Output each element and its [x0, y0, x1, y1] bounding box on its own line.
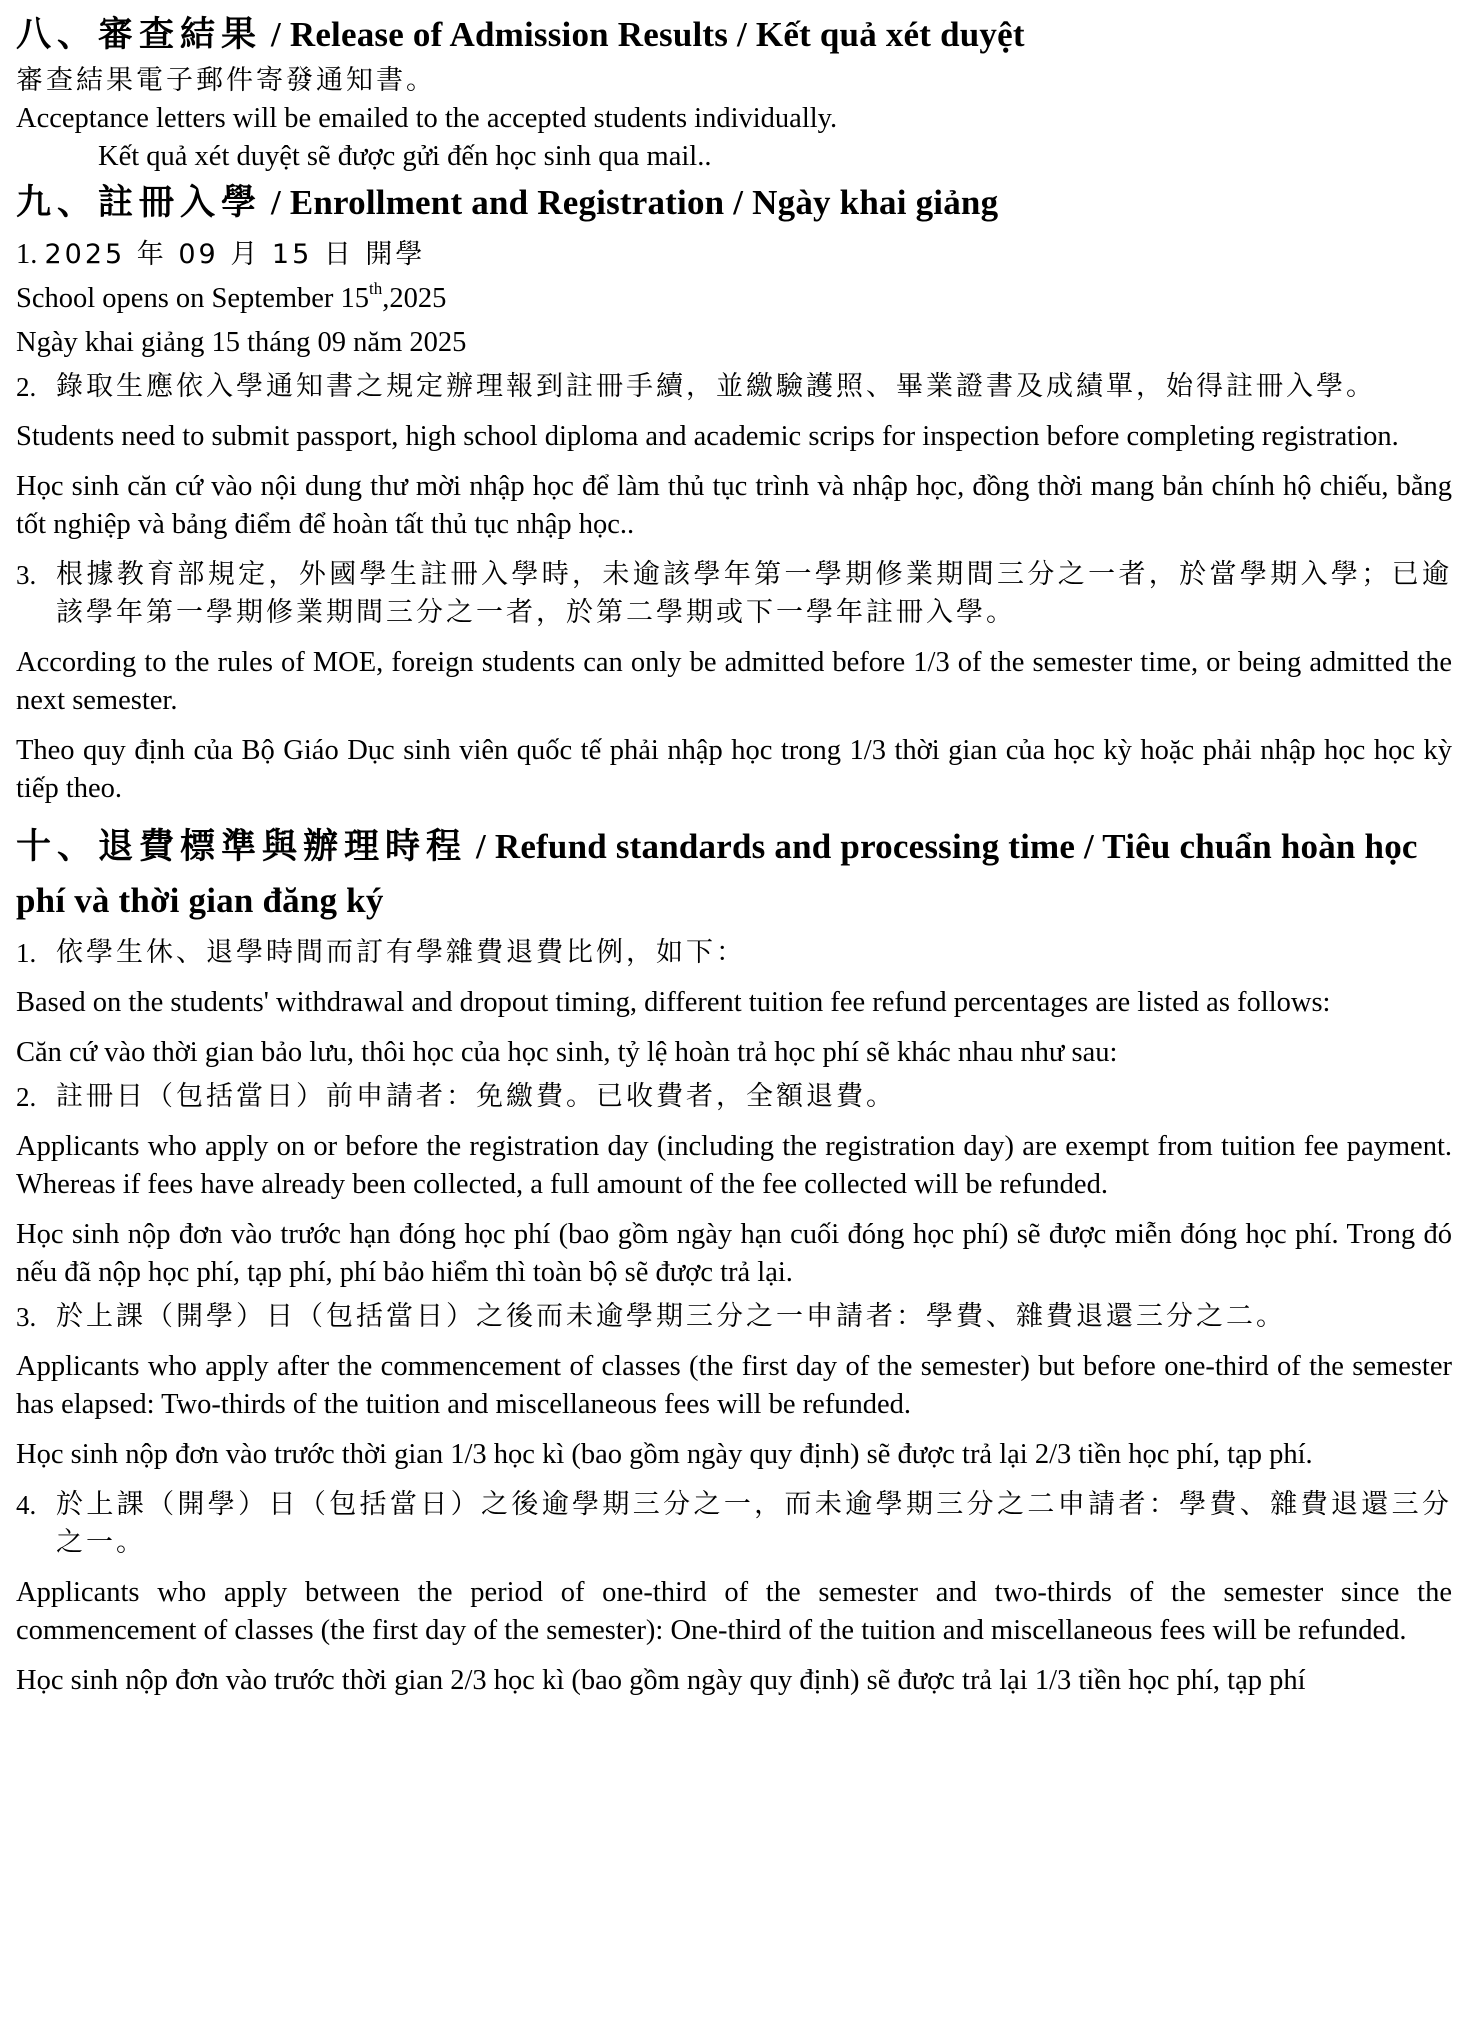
sec10-item4-vi: Học sinh nộp đơn vào trước thời gian 2/3 học kì (bao gồm ngày quy định) sẽ được trả lại 1/3 tiền học phí, tạp phí [16, 1665, 1306, 1696]
sec10-item1-vi: Căn cứ vào thời gian bảo lưu, thôi học của học sinh, tỷ lệ hoàn trả học phí sẽ khác nhau như sau: [16, 1037, 1118, 1068]
sec10-item4-en: Applicants who apply between the period of one-third of the semester and two-thirds of the semester since the commencement of classes (the first day of the semester): One-third of the tuition and miscellaneous fees will be refunded. [16, 1577, 1452, 1646]
section-8-heading: 八、審查結果 / Release of Admission Results / Kết quả xét duyệt [16, 15, 1025, 54]
sec9-item1-vi: Ngày khai giảng 15 tháng 09 năm 2025 [16, 327, 467, 358]
document-page [16, 8, 1452, 1700]
sec9-item3-vi: Theo quy định của Bộ Giáo Dục sinh viên quốc tế phải nhập học trong 1/3 thời gian của học kỳ hoặc phải nhập học học kỳ tiếp theo. [16, 735, 1452, 804]
section-9-heading: 九、註冊入學 / Enrollment and Registration / Ngày khai giảng [16, 183, 999, 222]
sec9-item3-en: According to the rules of MOE, foreign students can only be admitted before 1/3 of the semester time, or being admitted the next semester. [16, 647, 1452, 716]
sec10-item1-en: Based on the students' withdrawal and dropout timing, different tuition fee refund percentages are listed as follows: [16, 987, 1331, 1018]
sec10-item4-zh: 4. 於上課（開學）日（包括當日）之後逾學期三分之一，而未逾學期三分之二申請者：學費、雜費退還三分之一。 [16, 1489, 1452, 1558]
sec9-item2-vi: Học sinh căn cứ vào nội dung thư mời nhập học để làm thủ tục trình và nhập học, đồng thời mang bản chính hộ chiếu, bằng tốt nghiệp và bảng điểm để hoàn tất thủ tục nhập học.. [16, 471, 1452, 540]
sec10-item3-en: Applicants who apply after the commencement of classes (the first day of the semester) but before one-third of the semester has elapsed: Two-thirds of the tuition and miscellaneous fees will be refunded. [16, 1351, 1452, 1420]
sec10-item3-zh: 3. 於上課（開學）日（包括當日）之後而未逾學期三分之一申請者：學費、雜費退還三分之二。 [16, 1301, 1286, 1332]
sec9-item3-zh: 3. 根據教育部規定，外國學生註冊入學時，未逾該學年第一學期修業期間三分之一者，於當學期入學；已逾該學年第一學期修業期間三分之一者，於第二學期或下一學年註冊入學。 [16, 559, 1452, 628]
sec10-item2-en: Applicants who apply on or before the registration day (including the registration day) are exempt from tuition fee payment. Whereas if fees have already been collected, a full amount of the fee collected will be refunded. [16, 1131, 1452, 1200]
section-10-heading: 十、退費標準與辦理時程 / Refund standards and processing time / Tiêu chuẩn hoàn học phí và thời gian đăng ký [16, 827, 1418, 920]
sec10-item2-vi: Học sinh nộp đơn vào trước hạn đóng học phí (bao gồm ngày hạn cuối đóng học phí) sẽ được miễn đóng học phí. Trong đó nếu đã nộp học phí, tạp phí, phí bảo hiểm thì toàn bộ sẽ được trả lại. [16, 1219, 1452, 1288]
sec9-item1-zh: 1. 2025 年 09 月 15 日 開學 [16, 239, 426, 270]
sec9-item1-en: School opens on September 15th,2025 [16, 279, 447, 314]
sec8-en-text: Acceptance letters will be emailed to the accepted students individually. [16, 103, 838, 134]
sec10-item2-zh: 2. 註冊日（包括當日）前申請者：免繳費。已收費者，全額退費。 [16, 1081, 896, 1112]
sec8-vi-text: Kết quả xét duyệt sẽ được gửi đến học sinh qua mail.. [98, 141, 712, 172]
sec9-item2-en: Students need to submit passport, high school diploma and academic scrips for inspection before completing registration. [16, 421, 1399, 452]
sec8-zh-text: 審查結果電子郵件寄發通知書。 [16, 65, 436, 96]
sec9-item2-zh: 2. 錄取生應依入學通知書之規定辦理報到註冊手續，並繳驗護照、畢業證書及成績單，始得註冊入學。 [16, 371, 1376, 402]
sec10-item1-zh: 1. 依學生休、退學時間而訂有學雜費退費比例，如下： [16, 937, 746, 968]
sec10-item3-vi: Học sinh nộp đơn vào trước thời gian 1/3 học kì (bao gồm ngày quy định) sẽ được trả lại 2/3 tiền học phí, tạp phí. [16, 1439, 1313, 1470]
